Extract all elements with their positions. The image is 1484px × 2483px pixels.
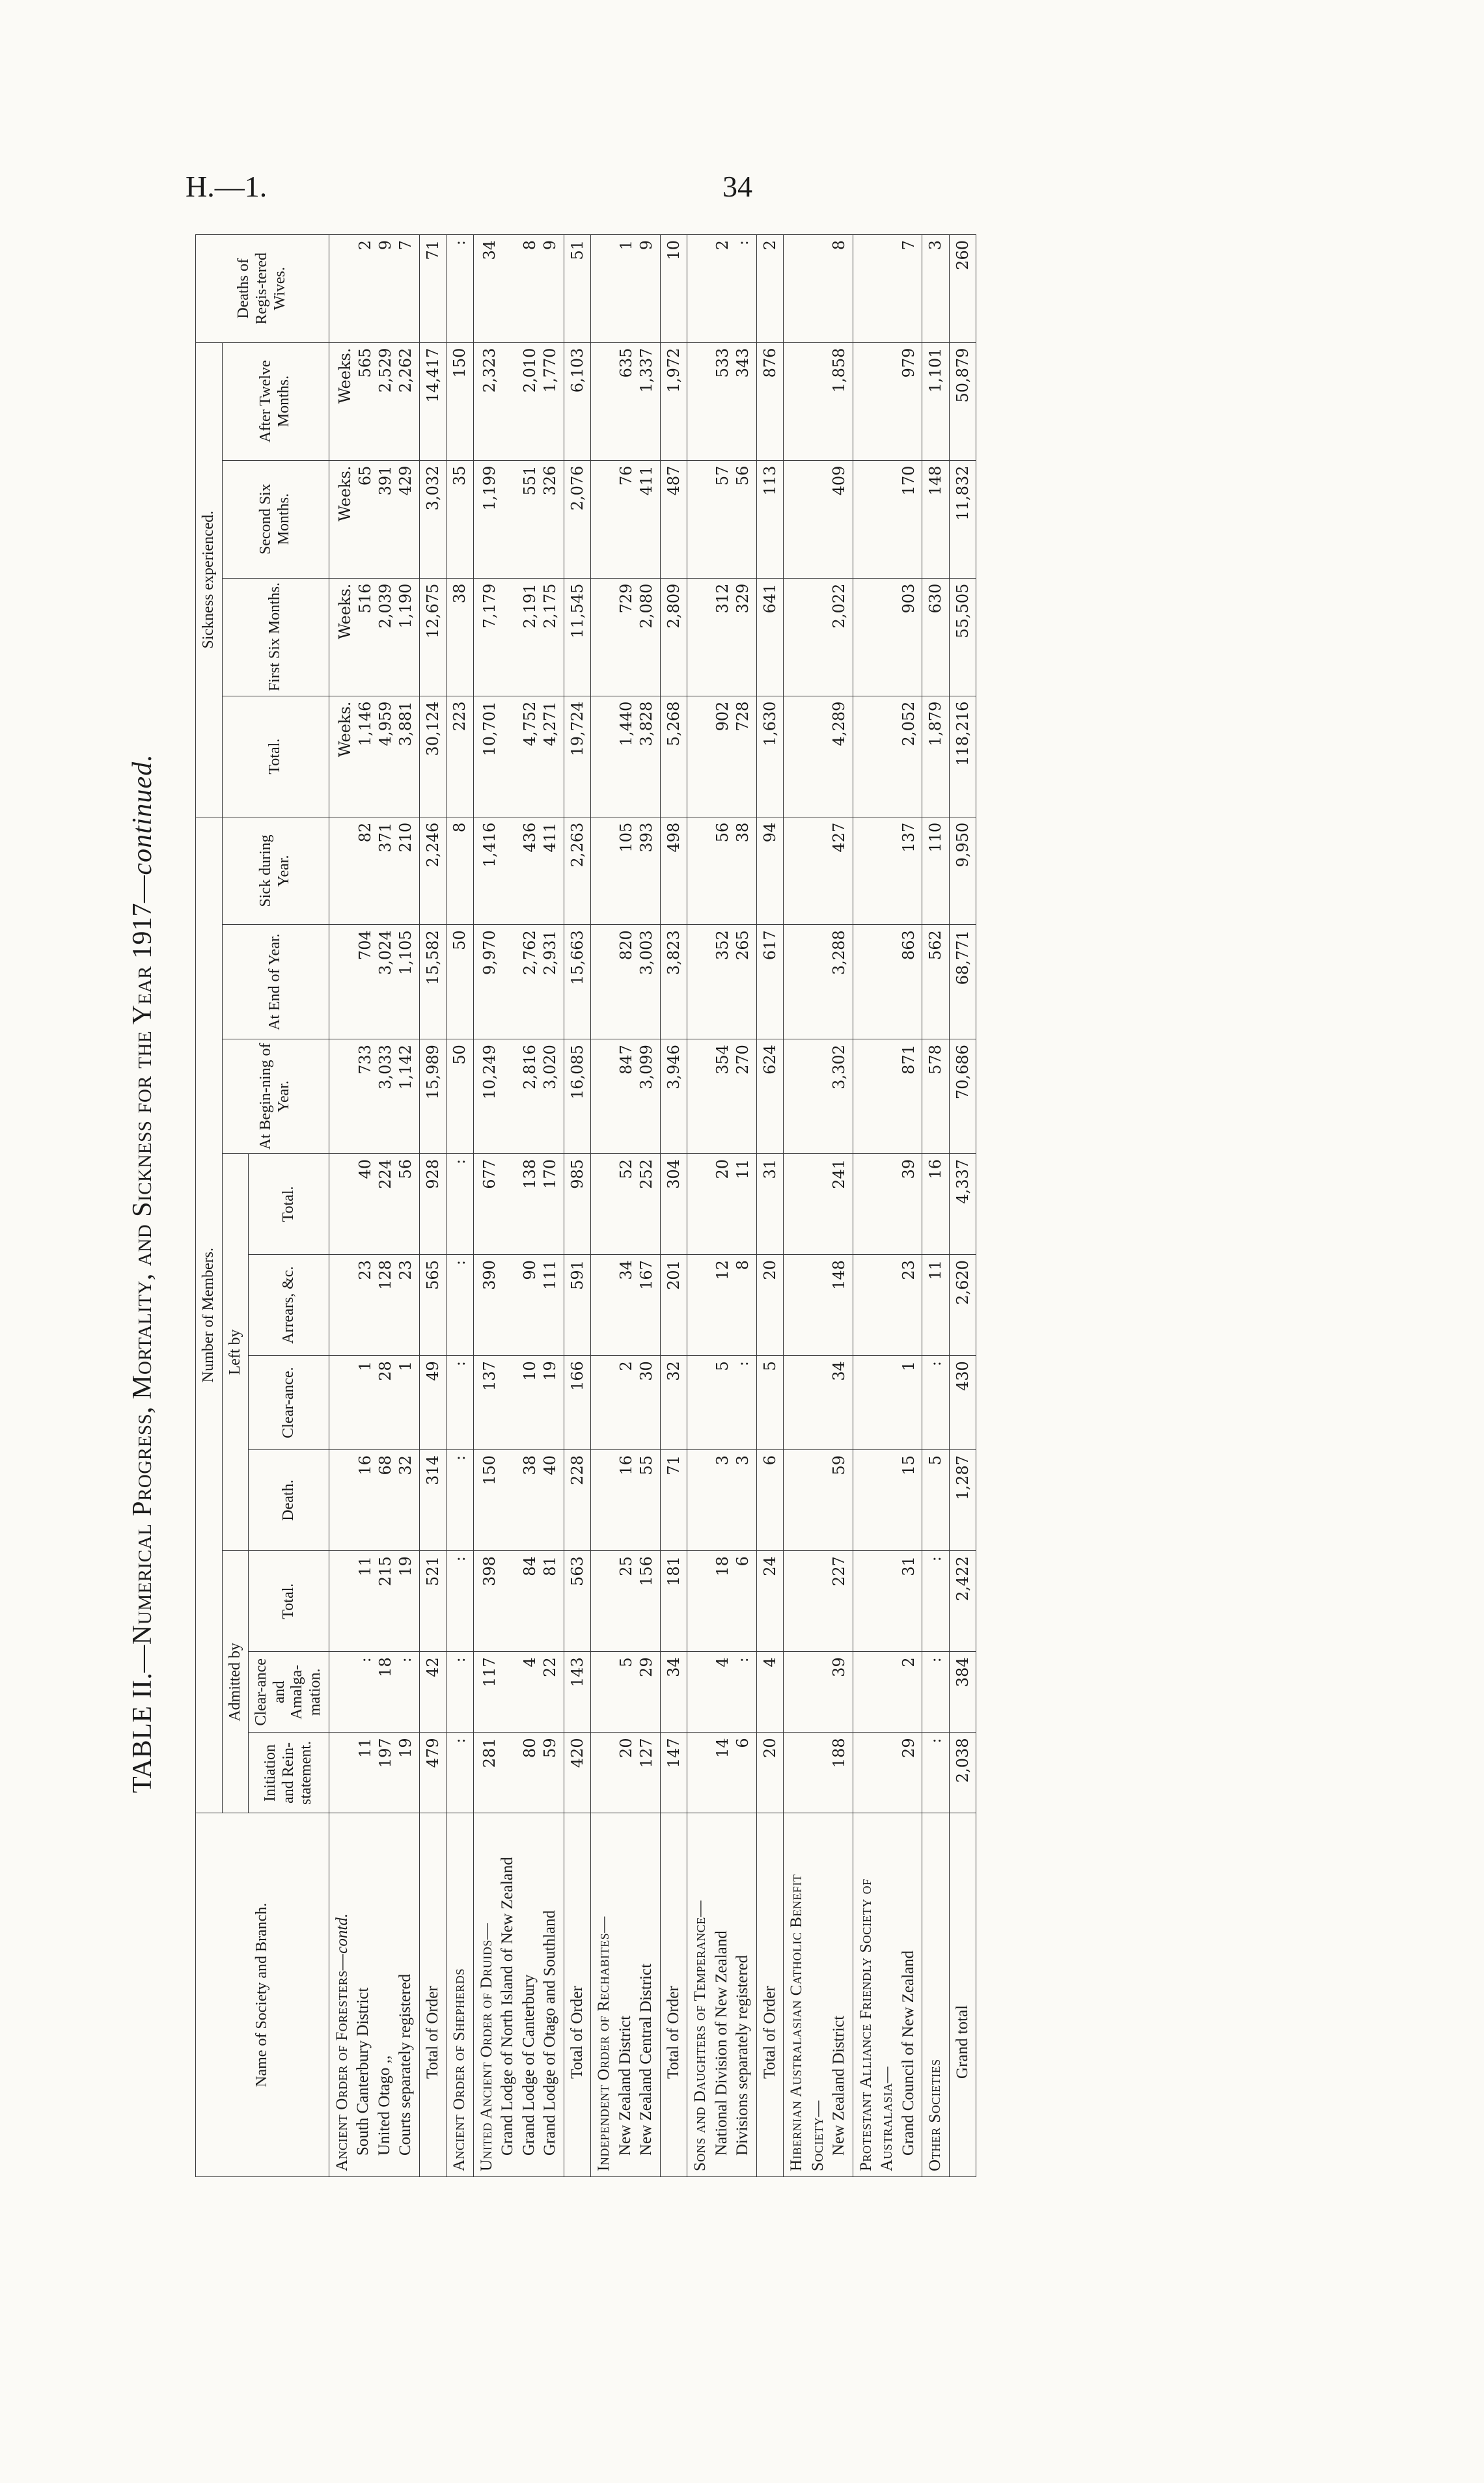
cell-at-beginning: 15,989 [419, 1039, 447, 1154]
cell-left-total: : [447, 1153, 474, 1254]
col-clearance-header: Clear-ance and Amalga-mation. [249, 1652, 329, 1733]
cell-initiation: 479 [419, 1733, 447, 1813]
cell-arrears: 11 [922, 1255, 950, 1356]
cell-left-clearance: : [922, 1356, 950, 1450]
cell-arrears: 565 [419, 1255, 447, 1356]
cell-arrears: 20 [756, 1255, 784, 1356]
page-number: 34 [722, 170, 752, 203]
cell-sick: 498 [660, 817, 687, 925]
cell-clearance: 384 [949, 1652, 976, 1733]
total-row [564, 235, 591, 2177]
cell-arrears: 201 [660, 1255, 687, 1356]
cell-after-twelve: 14,417 [419, 342, 447, 460]
cell-wives: 2 9 7 [329, 235, 419, 343]
cell-second-six: 170 [853, 460, 922, 578]
cell-total-admitted: 24 [756, 1551, 784, 1652]
cell-death: 15 [853, 1450, 922, 1551]
cell-sick: 94 [756, 817, 784, 925]
cell-at-end: 50 [447, 925, 474, 1039]
society-name-cell [591, 1813, 661, 2177]
cell-second-six: 76 411 [591, 460, 661, 578]
cell-after-twelve: Weeks. 565 2,529 2,262 [329, 342, 419, 460]
branch-name: New Zealand District [830, 2015, 848, 2156]
cell-left-clearance: 430 [949, 1356, 976, 1450]
cell-clearance: 4 [756, 1652, 784, 1733]
table-title-italic: continued. [128, 754, 158, 875]
cell-arrears: : [447, 1255, 474, 1356]
sickness-experienced-header: Sickness experienced. [196, 342, 223, 817]
table-title [127, 754, 158, 1793]
cell-after-twelve: 979 [853, 342, 922, 460]
branch-name: Grand Council of New Zealand [899, 1950, 917, 2156]
cell-at-beginning: 354 270 [687, 1039, 757, 1154]
society-name-cell [853, 1813, 922, 2177]
cell-at-end: 820 3,003 [591, 925, 661, 1039]
cell-total-admitted: 398 84 81 [473, 1551, 564, 1652]
cell-after-twelve: 1,858 [784, 342, 853, 460]
cell-left-clearance: 2 30 [591, 1356, 661, 1450]
cell-initiation: 20 127 [591, 1733, 661, 1813]
cell-at-beginning: 733 3,033 1,142 [329, 1039, 419, 1154]
rotated-table-container [195, 234, 1360, 2177]
cell-total-admitted: 227 [784, 1551, 853, 1652]
cell-left-total: 16 [922, 1153, 950, 1254]
society-name: Grand total [953, 2005, 971, 2079]
cell-initiation: : [922, 1733, 950, 1813]
cell-at-end: 863 [853, 925, 922, 1039]
table-header [196, 235, 329, 2177]
society-name-cell [687, 1813, 757, 2177]
cell-first-six: 2,809 [660, 578, 687, 696]
cell-death: 228 [564, 1450, 591, 1551]
cell-at-end: 3,823 [660, 925, 687, 1039]
cell-total-admitted: 18 6 [687, 1551, 757, 1652]
society-name-cell [564, 1813, 591, 2177]
cell-arrears: 23 128 23 [329, 1255, 419, 1356]
cell-arrears: 2,620 [949, 1255, 976, 1356]
cell-total-admitted: 181 [660, 1551, 687, 1652]
society-name-cell [922, 1813, 950, 2177]
cell-arrears: 591 [564, 1255, 591, 1356]
society-row [687, 235, 757, 2177]
cell-sick-total: 2,052 [853, 696, 922, 817]
col-total-admitted-header: Total. [249, 1551, 329, 1652]
cell-wives: : [447, 235, 474, 343]
society-name: Other Societies [926, 2059, 944, 2171]
cell-left-total: 985 [564, 1153, 591, 1254]
society-row [329, 235, 419, 2177]
society-row [853, 235, 922, 2177]
left-by-header: Left by [222, 1153, 249, 1550]
col-sick-total-header: Total. [222, 696, 329, 817]
society-name-cell [447, 1813, 474, 2177]
cell-death: 71 [660, 1450, 687, 1551]
cell-arrears: 148 [784, 1255, 853, 1356]
table-body [329, 235, 976, 2177]
cell-left-total: 52 252 [591, 1153, 661, 1254]
cell-death: 5 [922, 1450, 950, 1551]
cell-total-admitted: 563 [564, 1551, 591, 1652]
total-row [949, 235, 976, 2177]
society-name-cell [419, 1813, 447, 2177]
cell-death: 314 [419, 1450, 447, 1551]
cell-initiation: 188 [784, 1733, 853, 1813]
col-name-header: Name of Society and Branch. [196, 1813, 329, 2177]
society-name: Sons and Daughters of Temperance— [691, 1900, 709, 2171]
cell-at-beginning: 10,249 2,816 3,020 [473, 1039, 564, 1154]
cell-after-twelve: 6,103 [564, 342, 591, 460]
cell-left-total: 677 138 170 [473, 1153, 564, 1254]
cell-second-six: 409 [784, 460, 853, 578]
cell-left-clearance: 49 [419, 1356, 447, 1450]
cell-at-beginning: 624 [756, 1039, 784, 1154]
cell-clearance: : [922, 1652, 950, 1733]
cell-wives: 7 [853, 235, 922, 343]
cell-wives: 10 [660, 235, 687, 343]
cell-sick-total: 1,879 [922, 696, 950, 817]
cell-second-six: 1,199 551 326 [473, 460, 564, 578]
cell-after-twelve: 150 [447, 342, 474, 460]
cell-arrears: 12 8 [687, 1255, 757, 1356]
cell-wives: 51 [564, 235, 591, 343]
cell-sick: 427 [784, 817, 853, 925]
society-name-cell [473, 1813, 564, 2177]
cell-at-beginning: 16,085 [564, 1039, 591, 1154]
cell-sick-total: 1,440 3,828 [591, 696, 661, 817]
col-second-six-header: Second Six Months. [222, 460, 329, 578]
branch-name: Courts separately registered [396, 1973, 415, 2156]
cell-total-admitted: 11 215 19 [329, 1551, 419, 1652]
cell-death: : [447, 1450, 474, 1551]
col-at-beginning-header: At Begin-ning of Year. [222, 1039, 329, 1154]
cell-after-twelve: 50,879 [949, 342, 976, 460]
cell-second-six: 11,832 [949, 460, 976, 578]
cell-left-total: 40 224 56 [329, 1153, 419, 1254]
society-name-cell [329, 1813, 419, 2177]
society-row [473, 235, 564, 2177]
cell-left-clearance: 166 [564, 1356, 591, 1450]
col-deaths-wives-header: Deaths of Regis-tered Wives. [196, 235, 329, 343]
society-name-cell [660, 1813, 687, 2177]
cell-left-clearance: 1 28 1 [329, 1356, 419, 1450]
col-arrears-header: Arrears, &c. [249, 1255, 329, 1356]
number-of-members-header: Number of Members. [196, 817, 223, 1813]
cell-second-six: 57 56 [687, 460, 757, 578]
cell-after-twelve: 1,972 [660, 342, 687, 460]
cell-left-clearance: 1 [853, 1356, 922, 1450]
society-name: Protestant Alliance Friendly Society of Australasia— [857, 1878, 896, 2171]
cell-at-beginning: 847 3,099 [591, 1039, 661, 1154]
cell-at-beginning: 70,686 [949, 1039, 976, 1154]
col-at-end-header: At End of Year. [222, 925, 329, 1039]
cell-at-end: 617 [756, 925, 784, 1039]
cell-initiation: 29 [853, 1733, 922, 1813]
cell-at-end: 3,288 [784, 925, 853, 1039]
cell-first-six: 630 [922, 578, 950, 696]
society-name: Ancient Order of Shepherds [450, 1968, 469, 2171]
cell-at-end: 15,663 [564, 925, 591, 1039]
cell-arrears: 23 [853, 1255, 922, 1356]
cell-clearance: 34 [660, 1652, 687, 1733]
cell-sick: 9,950 [949, 817, 976, 925]
cell-wives: 2 : [687, 235, 757, 343]
cell-sick-total: 118,216 [949, 696, 976, 817]
cell-initiation: 420 [564, 1733, 591, 1813]
cell-sick: 1,416 436 411 [473, 817, 564, 925]
cell-left-clearance: 5 : [687, 1356, 757, 1450]
col-initiation-header: Initiation and Rein-statement. [249, 1733, 329, 1813]
cell-wives: 8 [784, 235, 853, 343]
cell-second-six: 3,032 [419, 460, 447, 578]
cell-left-clearance: 5 [756, 1356, 784, 1450]
col-left-total-header: Total. [249, 1153, 329, 1254]
cell-first-six: 312 329 [687, 578, 757, 696]
cell-at-beginning: 578 [922, 1039, 950, 1154]
cell-initiation: 14 6 [687, 1733, 757, 1813]
cell-death: 1,287 [949, 1450, 976, 1551]
branch-name: South Canterbury District [354, 1987, 372, 2156]
cell-wives: 260 [949, 235, 976, 343]
cell-second-six: Weeks. 65 391 429 [329, 460, 419, 578]
cell-after-twelve: 635 1,337 [591, 342, 661, 460]
cell-after-twelve: 533 343 [687, 342, 757, 460]
cell-wives: 1 9 [591, 235, 661, 343]
branch-name: Divisions separately registered [734, 1955, 752, 2156]
cell-death: 150 38 40 [473, 1450, 564, 1551]
col-first-six-header: First Six Months. [222, 578, 329, 696]
cell-death: 59 [784, 1450, 853, 1551]
col-after-twelve-header: After Twelve Months. [222, 342, 329, 460]
branch-name: New Zealand Central District [637, 1963, 655, 2156]
col-left-clearance-header: Clear-ance. [249, 1356, 329, 1450]
cell-first-six: 903 [853, 578, 922, 696]
cell-sick-total: 223 [447, 696, 474, 817]
cell-left-clearance: 137 10 19 [473, 1356, 564, 1450]
cell-left-clearance: : [447, 1356, 474, 1450]
cell-total-admitted: 25 156 [591, 1551, 661, 1652]
cell-sick-total: 10,701 4,752 4,271 [473, 696, 564, 817]
cell-total-admitted: : [447, 1551, 474, 1652]
branch-name: National Division of New Zealand [712, 1930, 730, 2156]
cell-left-total: 20 11 [687, 1153, 757, 1254]
cell-at-end: 68,771 [949, 925, 976, 1039]
report-code: H.—1. [186, 170, 268, 203]
cell-left-clearance: 32 [660, 1356, 687, 1450]
branch-name: New Zealand District [616, 2015, 634, 2156]
cell-left-total: 39 [853, 1153, 922, 1254]
cell-second-six: 148 [922, 460, 950, 578]
branch-name: Grand Lodge of Otago and Southland [541, 1910, 559, 2156]
cell-initiation: 20 [756, 1733, 784, 1813]
cell-second-six: 35 [447, 460, 474, 578]
cell-sick: 8 [447, 817, 474, 925]
cell-first-six: 11,545 [564, 578, 591, 696]
cell-wives: 2 [756, 235, 784, 343]
cell-at-beginning: 871 [853, 1039, 922, 1154]
cell-sick: 105 393 [591, 817, 661, 925]
society-row [922, 235, 950, 2177]
society-name: Total of Order [664, 1986, 682, 2079]
cell-first-six: Weeks. 516 2,039 1,190 [329, 578, 419, 696]
cell-death: 16 55 [591, 1450, 661, 1551]
cell-clearance: : [447, 1652, 474, 1733]
cell-at-end: 704 3,024 1,105 [329, 925, 419, 1039]
cell-initiation: 2,038 [949, 1733, 976, 1813]
cell-initiation: 11 197 19 [329, 1733, 419, 1813]
cell-at-end: 9,970 2,762 2,931 [473, 925, 564, 1039]
col-sick-header: Sick during Year. [222, 817, 329, 925]
cell-second-six: 2,076 [564, 460, 591, 578]
cell-initiation: 147 [660, 1733, 687, 1813]
cell-first-six: 55,505 [949, 578, 976, 696]
cell-total-admitted: 31 [853, 1551, 922, 1652]
branch-name: United Otago ,, [375, 2055, 393, 2156]
cell-left-total: 241 [784, 1153, 853, 1254]
society-name-continued: contd. [333, 1913, 351, 1954]
cell-sick: 137 [853, 817, 922, 925]
cell-after-twelve: 876 [756, 342, 784, 460]
cell-left-total: 31 [756, 1153, 784, 1254]
cell-clearance: 5 29 [591, 1652, 661, 1733]
cell-at-end: 562 [922, 925, 950, 1039]
cell-arrears: 390 90 111 [473, 1255, 564, 1356]
cell-sick-total: 902 728 [687, 696, 757, 817]
society-row [447, 235, 474, 2177]
cell-clearance: 2 [853, 1652, 922, 1733]
cell-left-clearance: 34 [784, 1356, 853, 1450]
society-name: Total of Order [568, 1986, 586, 2079]
cell-total-admitted: 521 [419, 1551, 447, 1652]
cell-first-six: 7,179 2,191 2,175 [473, 578, 564, 696]
cell-sick: 56 38 [687, 817, 757, 925]
cell-death: 3 3 [687, 1450, 757, 1551]
cell-sick: 2,246 [419, 817, 447, 925]
society-name-cell [784, 1813, 853, 2177]
cell-clearance: 4 : [687, 1652, 757, 1733]
cell-clearance: 117 4 22 [473, 1652, 564, 1733]
society-name-cell [756, 1813, 784, 2177]
cell-after-twelve: 1,101 [922, 342, 950, 460]
cell-left-total: 4,337 [949, 1153, 976, 1254]
branch-name: Grand Lodge of North Island of New Zealand [499, 1857, 517, 2156]
society-name-cell [949, 1813, 976, 2177]
society-row [591, 235, 661, 2177]
total-row [756, 235, 784, 2177]
cell-at-beginning: 50 [447, 1039, 474, 1154]
society-name: Ancient Order of Foresters— [333, 1953, 351, 2171]
cell-death: 16 68 32 [329, 1450, 419, 1551]
society-name: Hibernian Australasian Catholic Benefit Society— [788, 1874, 827, 2171]
cell-sick-total: 30,124 [419, 696, 447, 817]
cell-wives: 3 [922, 235, 950, 343]
cell-sick: 2,263 [564, 817, 591, 925]
cell-total-admitted: : [922, 1551, 950, 1652]
cell-clearance: : 18 : [329, 1652, 419, 1733]
cell-first-six: 38 [447, 578, 474, 696]
cell-wives: 34 8 9 [473, 235, 564, 343]
cell-sick-total: 19,724 [564, 696, 591, 817]
cell-sick: 82 371 210 [329, 817, 419, 925]
society-name: Independent Order of Rechabites— [595, 1916, 613, 2171]
cell-initiation: 281 80 59 [473, 1733, 564, 1813]
cell-left-total: 304 [660, 1153, 687, 1254]
cell-sick-total: 5,268 [660, 696, 687, 817]
cell-at-beginning: 3,946 [660, 1039, 687, 1154]
cell-clearance: 39 [784, 1652, 853, 1733]
statistics-table [195, 234, 976, 2177]
total-row [660, 235, 687, 2177]
cell-at-end: 15,582 [419, 925, 447, 1039]
cell-first-six: 12,675 [419, 578, 447, 696]
cell-wives: 71 [419, 235, 447, 343]
cell-second-six: 487 [660, 460, 687, 578]
cell-clearance: 143 [564, 1652, 591, 1733]
cell-first-six: 2,022 [784, 578, 853, 696]
col-death-header: Death. [249, 1450, 329, 1551]
society-name: United Ancient Order of Druids— [477, 1923, 495, 2171]
table-title-main: TABLE II.—Numerical Progress, Mortality, and Sickness for the Year 1917— [128, 875, 158, 1793]
cell-initiation: : [447, 1733, 474, 1813]
branch-name: Grand Lodge of Canterbury [519, 1974, 538, 2156]
society-row [784, 235, 853, 2177]
cell-after-twelve: 2,323 2,010 1,770 [473, 342, 564, 460]
cell-sick-total: Weeks. 1,146 4,959 3,881 [329, 696, 419, 817]
cell-first-six: 729 2,080 [591, 578, 661, 696]
society-name: Total of Order [760, 1986, 778, 2079]
total-row [419, 235, 447, 2177]
society-name: Total of Order [423, 1986, 441, 2079]
cell-total-admitted: 2,422 [949, 1551, 976, 1652]
cell-first-six: 641 [756, 578, 784, 696]
cell-at-beginning: 3,302 [784, 1039, 853, 1154]
admitted-by-header: Admitted by [222, 1551, 249, 1813]
cell-sick-total: 4,289 [784, 696, 853, 817]
cell-clearance: 42 [419, 1652, 447, 1733]
cell-left-total: 928 [419, 1153, 447, 1254]
cell-sick: 110 [922, 817, 950, 925]
cell-at-end: 352 265 [687, 925, 757, 1039]
cell-arrears: 34 167 [591, 1255, 661, 1356]
cell-sick-total: 1,630 [756, 696, 784, 817]
cell-second-six: 113 [756, 460, 784, 578]
cell-death: 6 [756, 1450, 784, 1551]
